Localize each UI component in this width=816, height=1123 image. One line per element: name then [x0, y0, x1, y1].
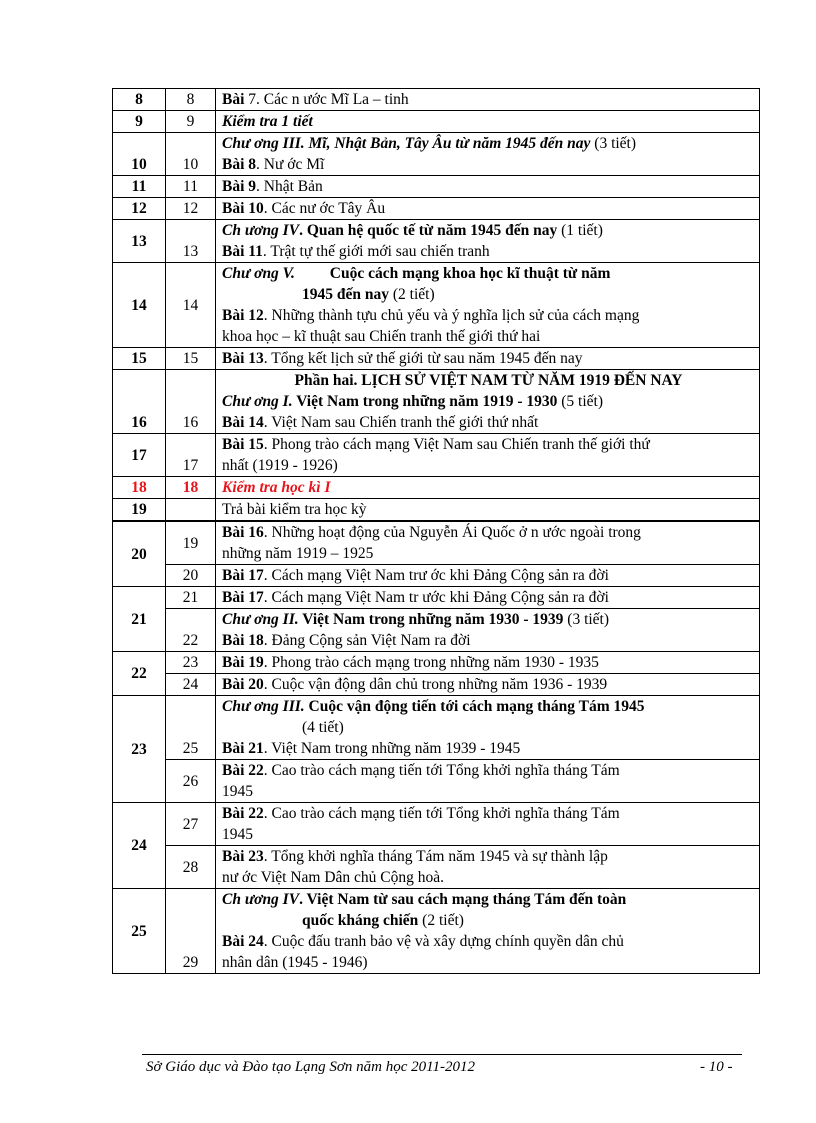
lesson-line [222, 630, 755, 651]
lesson-line [222, 305, 755, 326]
content-cell [216, 263, 760, 348]
lesson-label: Bài 8 [222, 156, 257, 173]
table-row [113, 609, 760, 652]
lesson-title: . Những thành tựu chủ yếu và ý nghĩa lịch sử của cách mạng [263, 307, 640, 324]
semester-test-title: Kiểm tra học kì I [216, 477, 760, 499]
lesson-title-cont: 1945 [222, 783, 253, 800]
chapter-number: Chư ơng I. [222, 393, 293, 410]
table-row [113, 760, 760, 803]
week-cell: 18 [113, 477, 166, 499]
lesson-title: . Cuộc đấu tranh bảo vệ và xây dựng chính quyền dân chủ [263, 933, 624, 950]
lesson-title-cont: những năm 1919 – 1925 [222, 545, 374, 562]
chapter-title: Chư ơng III. Mĩ, Nhật Bản, Tây Âu từ năm 1945 đến nay [222, 135, 591, 152]
lesson-label: Bài 22 [222, 805, 264, 822]
content-cell: Trả bài kiểm tra học kỳ [216, 499, 760, 521]
week-cell: 21 [113, 587, 166, 652]
content-cell [216, 348, 760, 370]
week-cell: 24 [113, 803, 166, 889]
table-row [113, 803, 760, 846]
content-cell [216, 522, 760, 565]
table-row [113, 696, 760, 760]
content-cell [216, 434, 760, 477]
table-row [113, 565, 760, 587]
lesson-line [222, 434, 755, 455]
lesson-label: Bài 14 [222, 414, 264, 431]
table-row [113, 434, 760, 477]
content-cell [216, 674, 760, 696]
period-cell: 8 [166, 89, 216, 111]
content-cell [216, 803, 760, 846]
lesson-title: . Nhật Bản [256, 178, 323, 195]
chapter-number: Chư ơng V. [222, 265, 295, 282]
chapter-number: Chư ơng III. [222, 698, 305, 715]
lesson-title: . Các nư ớc Tây Âu [263, 200, 386, 217]
chapter-periods: (5 tiết) [557, 393, 603, 410]
lesson-line [222, 154, 755, 175]
lesson-label: Bài 19 [222, 654, 264, 671]
lesson-title: . Phong trào cách mạng Việt Nam sau Chiến tranh thế giới thứ [263, 436, 650, 453]
lesson-title: . Tổng kết lịch sử thế giới từ sau năm 1945 đến nay [263, 350, 583, 367]
table-row [113, 499, 760, 521]
chapter-periods: (3 tiết) [563, 611, 610, 628]
chapter-number: Ch ương IV [222, 222, 300, 239]
chapter-periods: (3 tiết) [590, 135, 637, 152]
week-cell: 11 [113, 176, 166, 198]
chapter-heading-cont [222, 910, 755, 931]
content-cell [216, 587, 760, 609]
lesson-title: . Phong trào cách mạng trong những năm 1930 - 1935 [263, 654, 599, 671]
content-cell [216, 89, 760, 111]
lesson-label: Bài 22 [222, 762, 264, 779]
chapter-heading [222, 696, 755, 717]
chapter-heading [222, 220, 755, 241]
curriculum-table [112, 88, 760, 974]
content-cell [216, 370, 760, 434]
table-row [113, 889, 760, 974]
lesson-line [222, 241, 755, 262]
lesson-title: . Việt Nam sau Chiến tranh thế giới thứ nhất [263, 414, 539, 431]
period-cell: 22 [166, 609, 216, 652]
content-cell [216, 565, 760, 587]
chapter-title: . Quan hệ quốc tế từ năm 1945 đến nay [299, 222, 558, 239]
table-row [113, 263, 760, 348]
week-cell: 14 [113, 263, 166, 348]
period-cell: 16 [166, 370, 216, 434]
week-cell: 9 [113, 111, 166, 133]
table-row [113, 89, 760, 111]
content-cell [216, 220, 760, 263]
chapter-title: Cuộc cách mạng khoa học kĩ thuật từ năm [294, 265, 611, 282]
content-cell [216, 198, 760, 220]
lesson-label: Bài [222, 91, 245, 108]
lesson-label: Bài 12 [222, 307, 264, 324]
lesson-label: Bài 21 [222, 740, 264, 757]
lesson-title: . Cao trào cách mạng tiến tới Tổng khởi nghĩa tháng Tám [263, 762, 620, 779]
lesson-title: 7. Các n ước Mĩ La – tinh [244, 91, 409, 108]
chapter-heading [222, 609, 755, 630]
content-cell [216, 652, 760, 674]
lesson-title: . Việt Nam trong những năm 1939 - 1945 [263, 740, 521, 757]
table-row [113, 587, 760, 609]
lesson-line [222, 760, 755, 781]
chapter-title: Việt Nam trong những năm 1930 - 1939 [298, 611, 564, 628]
lesson-title: . Nư ớc Mĩ [256, 156, 325, 173]
period-cell: 29 [166, 889, 216, 974]
chapter-title: . Việt Nam từ sau cách mạng tháng Tám đến toàn [299, 891, 627, 908]
period-cell: 21 [166, 587, 216, 609]
week-cell: 17 [113, 434, 166, 477]
lesson-title: . Cách mạng Việt Nam trư ớc khi Đảng Cộng sản ra đời [263, 567, 609, 584]
table-row [113, 477, 760, 499]
week-cell: 12 [113, 198, 166, 220]
lesson-line [222, 522, 755, 543]
period-cell: 24 [166, 674, 216, 696]
week-cell: 20 [113, 522, 166, 587]
lesson-label: Bài 18 [222, 632, 264, 649]
chapter-number: Ch ương IV [222, 891, 300, 908]
lesson-line [222, 803, 755, 824]
content-cell [216, 889, 760, 974]
week-cell: 23 [113, 696, 166, 803]
period-cell: 10 [166, 133, 216, 176]
lesson-label: Bài 24 [222, 933, 264, 950]
period-cell: 23 [166, 652, 216, 674]
table-row [113, 674, 760, 696]
period-cell: 14 [166, 263, 216, 348]
lesson-label: Bài 15 [222, 436, 264, 453]
period-cell: 19 [166, 522, 216, 565]
lesson-title: . Cao trào cách mạng tiến tới Tổng khởi nghĩa tháng Tám [263, 805, 620, 822]
content-cell [216, 133, 760, 176]
content-cell [216, 760, 760, 803]
chapter-periods: (4 tiết) [302, 719, 344, 736]
period-cell: 27 [166, 803, 216, 846]
lesson-title: . Trật tự thế giới mới sau chiến tranh [262, 243, 490, 260]
content-cell [216, 176, 760, 198]
lesson-title: . Cách mạng Việt Nam tr ước khi Đảng Cộng sản ra đời [263, 589, 609, 606]
lesson-label: Bài 10 [222, 200, 264, 217]
week-cell: 8 [113, 89, 166, 111]
lesson-title: . Những hoạt động của Nguyễn Ái Quốc ở n ước ngoài trong [263, 524, 641, 541]
table-row [113, 522, 760, 565]
lesson-line [222, 846, 755, 867]
lesson-line [222, 412, 755, 433]
lesson-label: Bài 9 [222, 178, 257, 195]
content-cell [216, 846, 760, 889]
chapter-periods: (2 tiết) [418, 912, 464, 929]
part-heading: Phần hai. LỊCH SỬ VIỆT NAM TỪ NĂM 1919 ĐẾN NAY [294, 372, 683, 389]
lesson-title: . Tổng khởi nghĩa tháng Tám năm 1945 và sự thành lập [263, 848, 608, 865]
chapter-number: Chư ơng II. [222, 611, 299, 628]
content-cell [216, 609, 760, 652]
period-cell: 28 [166, 846, 216, 889]
period-cell: 26 [166, 760, 216, 803]
period-cell: 12 [166, 198, 216, 220]
footer-organization: Sở Giáo dục và Đào tạo Lạng Sơn năm học 2011-2012 [146, 1059, 476, 1075]
table-row [113, 348, 760, 370]
lesson-label: Bài 16 [222, 524, 264, 541]
content-cell [216, 696, 760, 760]
chapter-periods: (2 tiết) [389, 286, 435, 303]
chapter-title-cont: quốc kháng chiến [302, 912, 419, 929]
page-number: - 10 - [700, 1059, 733, 1075]
period-cell: 18 [166, 477, 216, 499]
chapter-title: Cuộc vận động tiến tới cách mạng tháng Tám 1945 [304, 698, 645, 715]
chapter-heading [222, 889, 755, 910]
lesson-label: Bài 23 [222, 848, 264, 865]
chapter-heading [222, 263, 755, 284]
table-row [113, 846, 760, 889]
period-cell: 13 [166, 220, 216, 263]
test-title: Kiểm tra 1 tiết [216, 111, 760, 133]
period-cell: 11 [166, 176, 216, 198]
chapter-heading [222, 391, 755, 412]
period-cell: 17 [166, 434, 216, 477]
lesson-label: Bài 13 [222, 350, 264, 367]
table-row [113, 176, 760, 198]
period-cell [166, 499, 216, 521]
lesson-label: Bài 17 [222, 567, 264, 584]
period-cell: 15 [166, 348, 216, 370]
lesson-title-cont: 1945 [222, 826, 253, 843]
lesson-title: . Cuộc vận động dân chủ trong những năm 1936 - 1939 [263, 676, 608, 693]
lesson-line [222, 738, 755, 759]
week-cell: 10 [113, 133, 166, 176]
chapter-heading [222, 133, 755, 154]
chapter-periods: (1 tiết) [557, 222, 603, 239]
week-cell: 25 [113, 889, 166, 974]
lesson-title-cont: nhất (1919 - 1926) [222, 457, 338, 474]
table-row [113, 220, 760, 263]
lesson-label: Bài 20 [222, 676, 264, 693]
lesson-label: Bài 11 [222, 243, 263, 260]
lesson-label: Bài 17 [222, 589, 264, 606]
week-cell: 19 [113, 499, 166, 521]
lesson-title-cont: khoa học – kĩ thuật sau Chiến tranh thế giới thứ hai [222, 328, 541, 345]
period-cell: 25 [166, 696, 216, 760]
lesson-line [222, 931, 755, 952]
table-row [113, 198, 760, 220]
lesson-title-cont: nhân dân (1945 - 1946) [222, 954, 368, 971]
week-cell: 22 [113, 652, 166, 696]
chapter-heading-cont [222, 284, 755, 305]
footer-divider [142, 1054, 742, 1055]
table-row [113, 370, 760, 434]
chapter-title-cont: 1945 đến nay [302, 286, 389, 303]
period-cell: 20 [166, 565, 216, 587]
period-cell: 9 [166, 111, 216, 133]
lesson-title-cont: nư ớc Việt Nam Dân chủ Cộng hoà. [222, 869, 445, 886]
table-row [113, 111, 760, 133]
week-cell: 15 [113, 348, 166, 370]
chapter-title: Việt Nam trong những năm 1919 - 1930 [292, 393, 558, 410]
lesson-title: . Đảng Cộng sản Việt Nam ra đời [263, 632, 471, 649]
week-cell: 13 [113, 220, 166, 263]
week-cell: 16 [113, 370, 166, 434]
table-row [113, 652, 760, 674]
table-row [113, 133, 760, 176]
